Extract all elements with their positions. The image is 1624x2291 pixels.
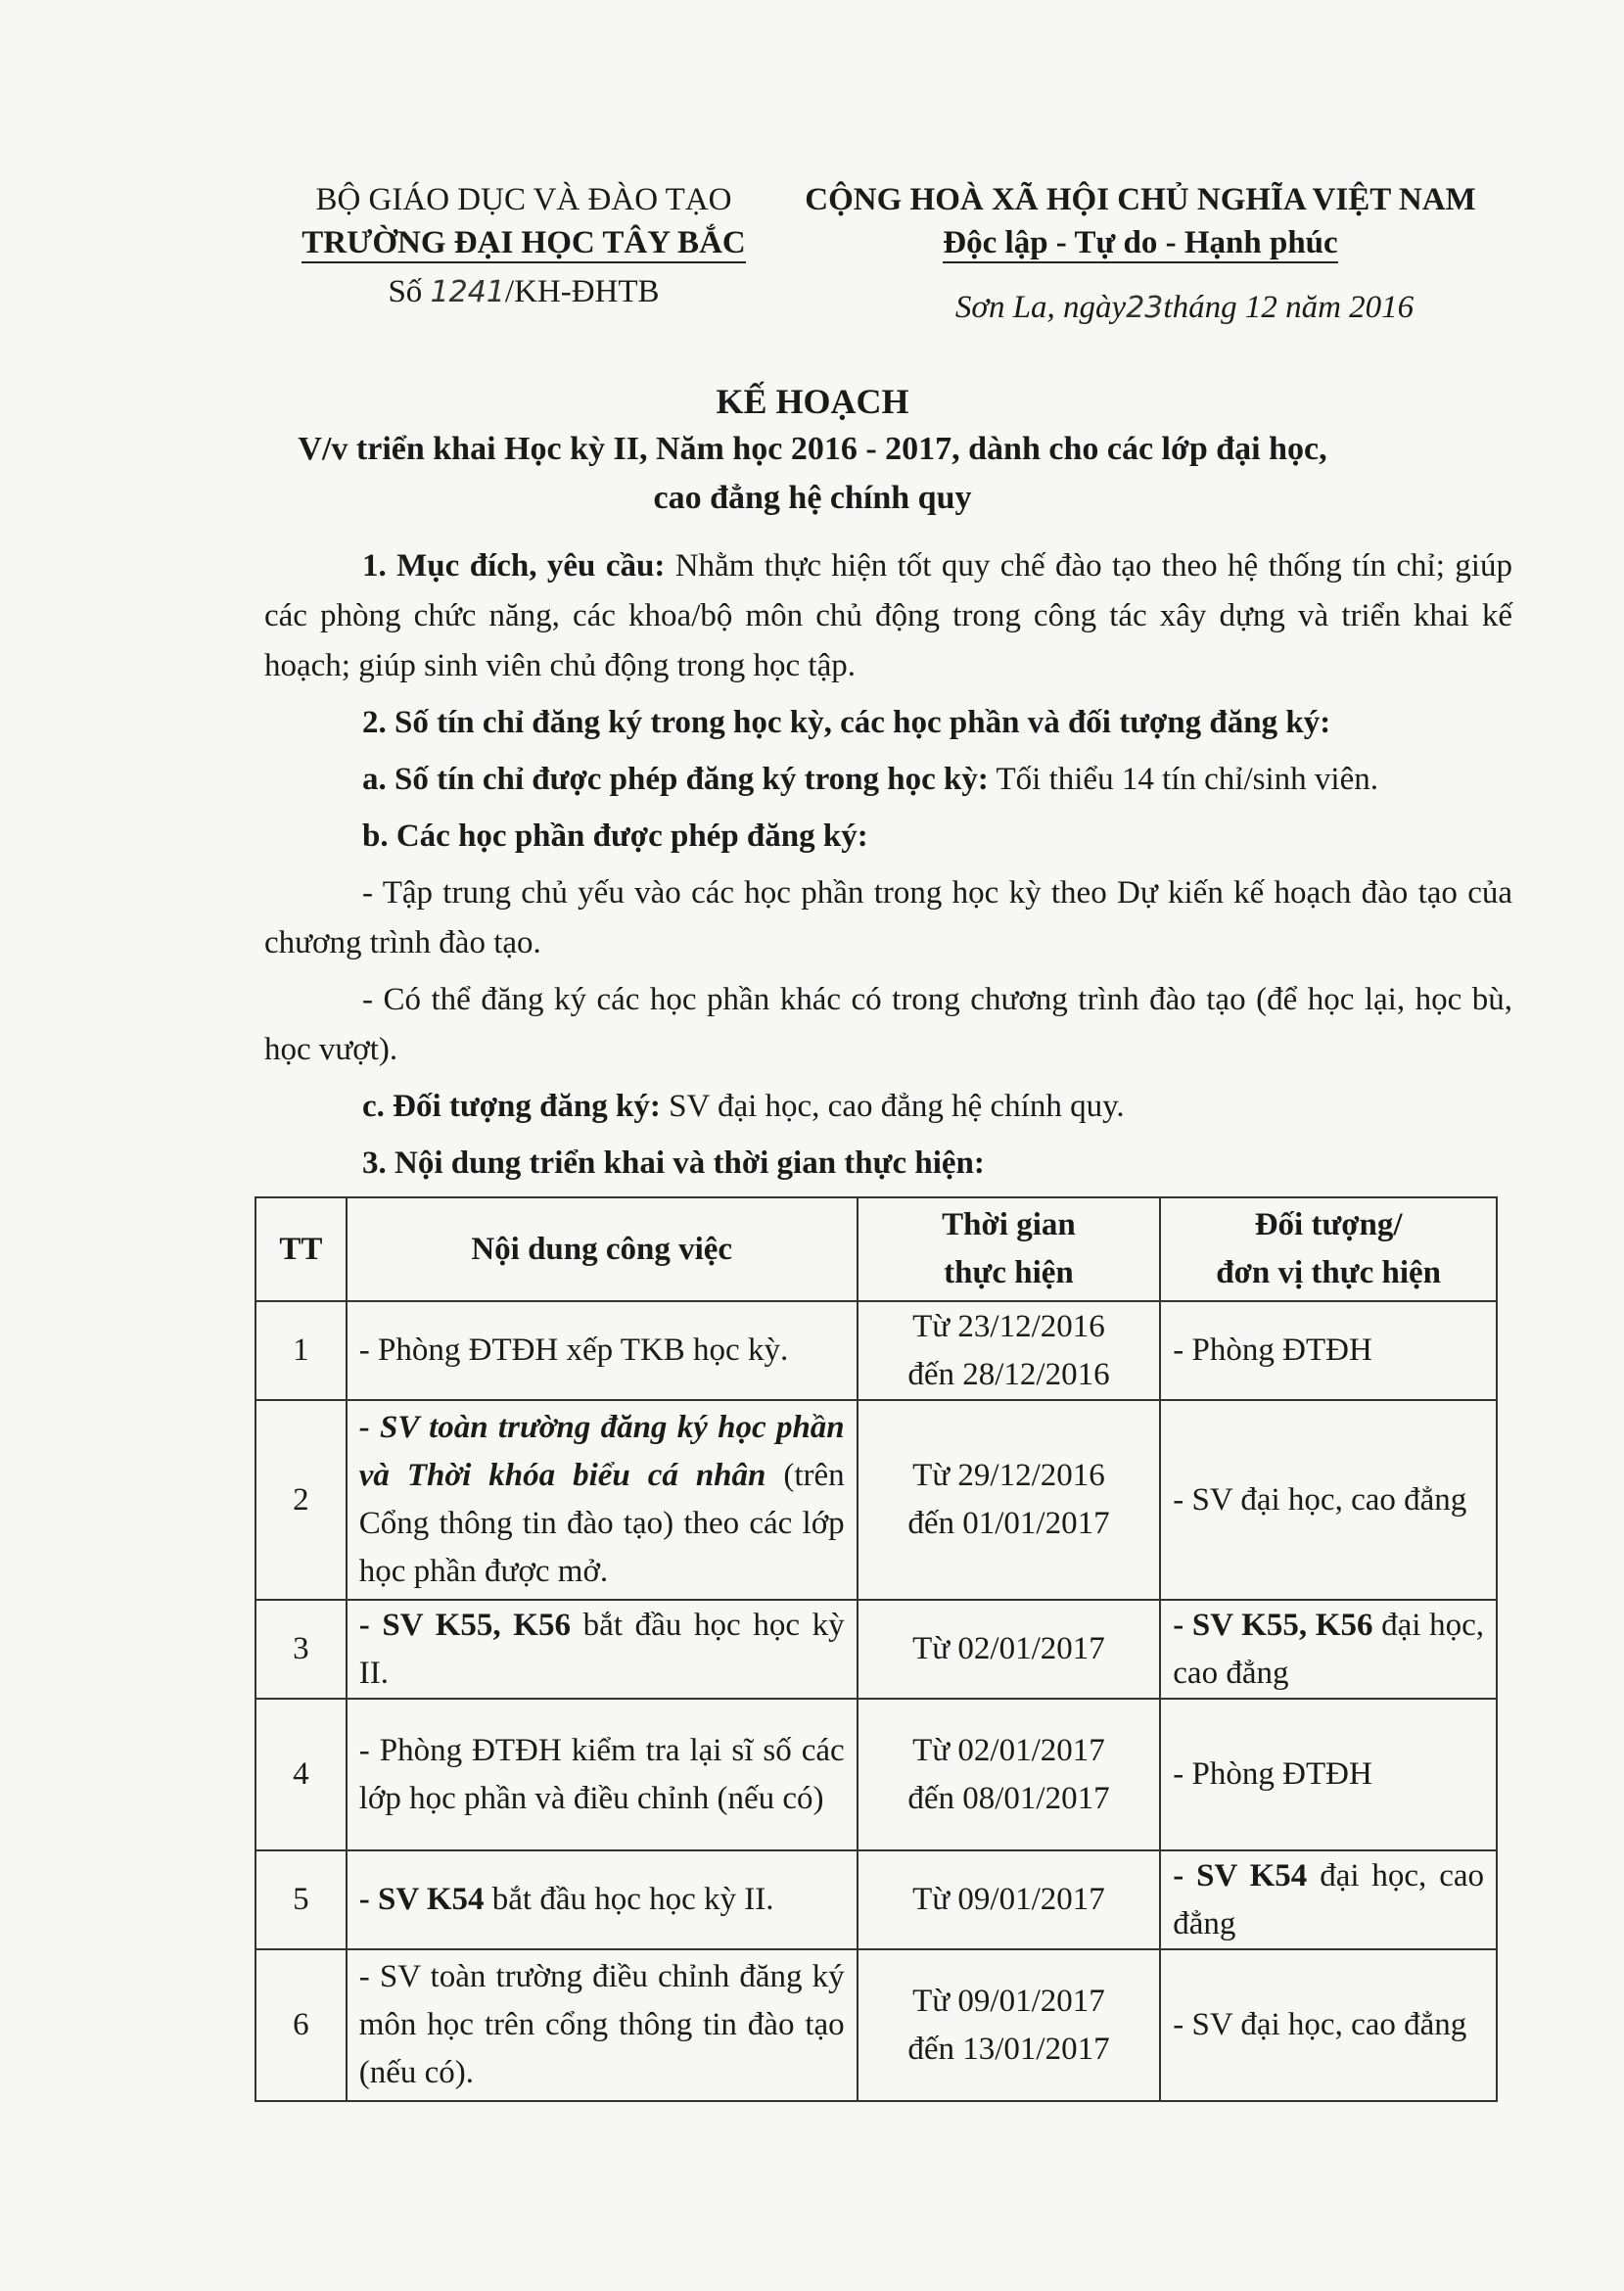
section-1-text: Nhằm thực hiện tốt quy chế đào tạo theo hệ thống tín chỉ; giúp các phòng chức năng, các khoa/bộ môn chủ động trong công tác xây dựng và triển khai kế hoạch; giúp sinh viên chủ động trong học tập. (264, 548, 1512, 683)
row-time-from: Từ 02/01/2017 (912, 1732, 1105, 1768)
row-time-to: đến 01/01/2017 (907, 1506, 1110, 1541)
date-suffix: tháng 12 năm 2016 (1163, 290, 1415, 325)
row-time-to: đến 13/01/2017 (907, 2031, 1110, 2067)
table-row (255, 1600, 1497, 1699)
header-target-line-1: Đối tượng/ (1254, 1207, 1403, 1242)
header-right (783, 178, 1498, 264)
table-row (255, 1850, 1497, 1949)
row-content (347, 1400, 858, 1600)
table-row (255, 1301, 1497, 1400)
section-1 (264, 541, 1512, 691)
doc-no-handwritten: 1241 (430, 275, 505, 309)
row-target: - Phòng ĐTĐH (1160, 1699, 1497, 1850)
row-target: - SV đại học, cao đẳng (1160, 1400, 1497, 1600)
document-title: KẾ HOẠCH (716, 382, 909, 421)
section-2 (264, 698, 1512, 748)
row-time (858, 1699, 1161, 1850)
document-subtitle (225, 425, 1400, 523)
document-body (264, 541, 1512, 1195)
row-target-text: đại học, cao đẳng (1173, 1857, 1484, 1941)
section-2b-item-1: - Tập trung chủ yếu vào các học phần trong học kỳ theo Dự kiến kế hoạch đào tạo của chương trình đào tạo. (264, 875, 1512, 960)
section-2a (264, 755, 1512, 805)
section-2b (264, 812, 1512, 862)
header-time (858, 1197, 1161, 1301)
row-content (347, 1600, 858, 1699)
section-3 (264, 1139, 1512, 1189)
row-target-emphasis: - SV K55, K56 (1173, 1607, 1373, 1643)
row-time-from: Từ 23/12/2016 (912, 1308, 1105, 1344)
date-day-handwritten: 23 (1126, 291, 1164, 325)
row-target: - Phòng ĐTĐH (1160, 1301, 1497, 1400)
section-2b-label: b. Các học phần được phép đăng ký: (362, 818, 868, 854)
row-time: Từ 02/01/2017 (858, 1600, 1161, 1699)
row-tt: 4 (255, 1699, 347, 1850)
row-time-to: đến 28/12/2016 (907, 1356, 1110, 1392)
section-2-label: 2. Số tín chỉ đăng ký trong học kỳ, các học phần và đối tượng đăng ký: (362, 705, 1331, 740)
section-2a-label: a. Số tín chỉ được phép đăng ký trong học kỳ: (362, 762, 989, 797)
row-content-text: bắt đầu học học kỳ II. (484, 1882, 774, 1917)
ministry-name: BỘ GIÁO DỤC VÀ ĐÀO TẠO (315, 182, 732, 217)
header-target-line-2: đơn vị thực hiện (1216, 1255, 1441, 1290)
row-content: - SV toàn trường điều chỉnh đăng ký môn học trên cổng thông tin đào tạo (nếu có). (347, 1949, 858, 2101)
table-row (255, 1949, 1497, 2101)
row-tt: 5 (255, 1850, 347, 1949)
section-2c-label: c. Đối tượng đăng ký: (362, 1089, 661, 1124)
row-time (858, 1400, 1161, 1600)
row-target (1160, 1600, 1497, 1699)
section-2c-text: SV đại học, cao đẳng hệ chính quy. (660, 1089, 1125, 1124)
row-content (347, 1850, 858, 1949)
row-content-emphasis: - SV toàn trường đăng ký học phần và Thời khóa biểu cá nhân (358, 1410, 845, 1493)
section-3-label: 3. Nội dung triển khai và thời gian thực hiện: (362, 1146, 985, 1181)
subtitle-line-2: cao đẳng hệ chính quy (653, 480, 972, 516)
row-content-text: (trên Cổng thông tin đào tạo) theo các lớp học phần được mở. (358, 1458, 845, 1589)
row-time-to: đến 08/01/2017 (907, 1780, 1110, 1816)
row-content-emphasis: - SV K55, K56 (358, 1607, 571, 1643)
header-target (1160, 1197, 1497, 1301)
date-prefix: Sơn La, ngày (954, 290, 1127, 325)
row-content-text: bắt đầu học học kỳ II. (358, 1607, 845, 1691)
row-content: - Phòng ĐTĐH xếp TKB học kỳ. (347, 1301, 858, 1400)
row-content-emphasis: - SV K54 (358, 1882, 485, 1917)
document-number (269, 274, 778, 310)
row-target: - SV đại học, cao đẳng (1160, 1949, 1497, 2101)
row-content: - Phòng ĐTĐH kiểm tra lại sĩ số các lớp học phần và điều chỉnh (nếu có) (347, 1699, 858, 1850)
doc-no-prefix: Số (388, 274, 431, 309)
republic-name: CỘNG HOÀ XÃ HỘI CHỦ NGHĨA VIỆT NAM (805, 182, 1476, 217)
section-2b-item-2: - Có thể đăng ký các học phần khác có trong chương trình đào tạo (để học lại, học bù, học vượt). (264, 982, 1512, 1067)
row-tt: 3 (255, 1600, 347, 1699)
subtitle-line-1: V/v triển khai Học kỳ II, Năm học 2016 - 2017, dành cho các lớp đại học, (298, 431, 1327, 467)
section-2a-text: Tối thiểu 14 tín chỉ/sinh viên. (988, 762, 1378, 797)
header-time-line-2: thực hiện (944, 1255, 1074, 1290)
doc-no-suffix: /KH-ĐHTB (504, 274, 660, 309)
row-target-emphasis: - SV K54 (1173, 1857, 1308, 1894)
header-time-line-1: Thời gian (942, 1207, 1076, 1242)
row-target-text: đại học, cao đẳng (1173, 1607, 1484, 1691)
row-time-from: Từ 09/01/2017 (912, 1983, 1105, 2019)
issue-date (842, 290, 1527, 326)
header-left (269, 178, 778, 264)
row-target (1160, 1850, 1497, 1949)
university-name: TRƯỜNG ĐẠI HỌC TÂY BẮC (302, 224, 745, 263)
national-motto: Độc lập - Tự do - Hạnh phúc (943, 224, 1337, 263)
schedule-table (255, 1196, 1498, 2102)
row-tt: 1 (255, 1301, 347, 1400)
header-tt: TT (255, 1197, 347, 1301)
header-content: Nội dung công việc (347, 1197, 858, 1301)
table-header-row (255, 1197, 1497, 1301)
table-row (255, 1400, 1497, 1600)
section-2c (264, 1082, 1512, 1132)
row-time-from: Từ 29/12/2016 (912, 1458, 1105, 1493)
row-time (858, 1949, 1161, 2101)
section-1-label: 1. Mục đích, yêu cầu: (362, 548, 666, 584)
row-tt: 2 (255, 1400, 347, 1600)
row-time: Từ 09/01/2017 (858, 1850, 1161, 1949)
table-row (255, 1699, 1497, 1850)
row-time (858, 1301, 1161, 1400)
row-tt: 6 (255, 1949, 347, 2101)
